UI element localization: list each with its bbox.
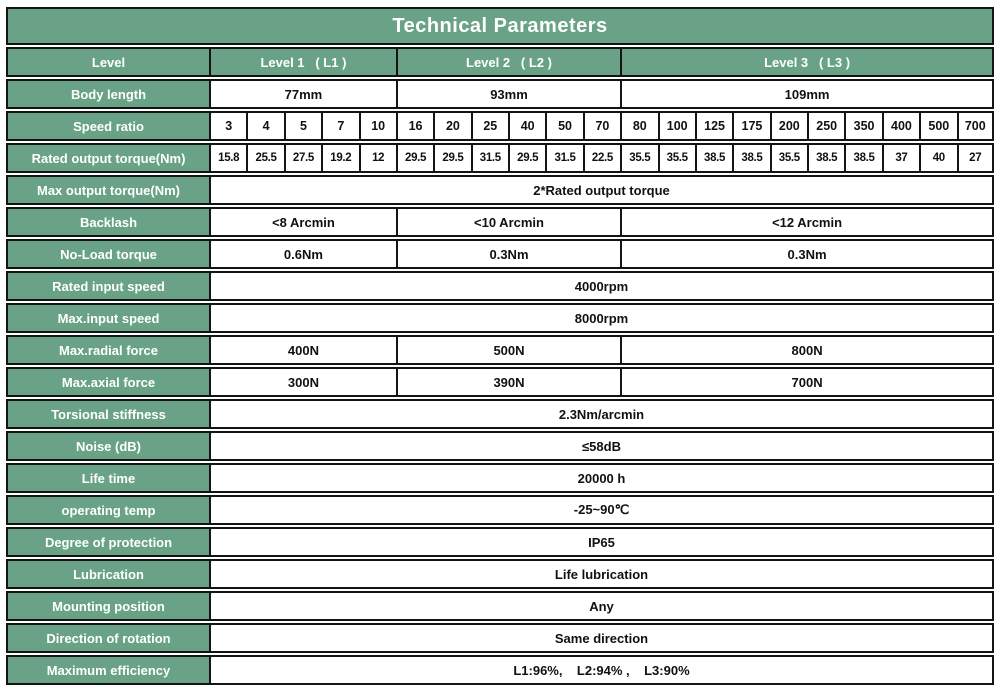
row-lubrication xyxy=(6,559,994,589)
row-direction-of-rotation xyxy=(6,623,994,653)
rated-input-speed-cell: 4000rpm xyxy=(209,271,994,301)
row-label-max-axial-force: Max.axial force xyxy=(6,367,209,397)
rated-torque-cell: 29.5 xyxy=(508,143,545,173)
row-label-life-time: Life time xyxy=(6,463,209,493)
title-row xyxy=(6,7,994,45)
row-label-rated-output-torque: Rated output torque(Nm) xyxy=(6,143,209,173)
row-label-no-load-torque: No-Load torque xyxy=(6,239,209,269)
row-speed-ratio xyxy=(6,111,994,141)
no-load-torque-cell: 0.6Nm xyxy=(209,239,396,269)
speed-ratio-cell: 125 xyxy=(695,111,732,141)
axial-force-cell: 700N xyxy=(620,367,994,397)
rated-torque-cell: 40 xyxy=(919,143,956,173)
rated-torque-cell: 35.5 xyxy=(770,143,807,173)
speed-ratio-cell: 4 xyxy=(246,111,283,141)
row-life-time xyxy=(6,463,994,493)
speed-ratio-cell: 3 xyxy=(209,111,246,141)
rotation-cell: Same direction xyxy=(209,623,994,653)
speed-ratio-cell: 5 xyxy=(284,111,321,141)
row-rated-output-torque xyxy=(6,143,994,173)
radial-force-cell: 500N xyxy=(396,335,620,365)
row-max-input-speed xyxy=(6,303,994,333)
rated-torque-cell: 22.5 xyxy=(583,143,620,173)
rated-torque-cell: 38.5 xyxy=(844,143,881,173)
row-label-backlash: Backlash xyxy=(6,207,209,237)
row-label-direction-of-rotation: Direction of rotation xyxy=(6,623,209,653)
row-label-mounting-position: Mounting position xyxy=(6,591,209,621)
rated-torque-cell: 25.5 xyxy=(246,143,283,173)
body-length-cell: 109mm xyxy=(620,79,994,109)
max-input-speed-cell: 8000rpm xyxy=(209,303,994,333)
backlash-cell: <10 Arcmin xyxy=(396,207,620,237)
operating-temp-cell: -25~90℃ xyxy=(209,495,994,525)
row-label-maximum-efficiency: Maximum efficiency xyxy=(6,655,209,685)
rated-torque-cell: 19.2 xyxy=(321,143,358,173)
no-load-torque-cell: 0.3Nm xyxy=(620,239,994,269)
row-maximum-efficiency xyxy=(6,655,994,685)
row-degree-of-protection xyxy=(6,527,994,557)
row-label-level: Level xyxy=(6,47,209,77)
rated-torque-cell: 31.5 xyxy=(471,143,508,173)
level2-header-cell: Level 2 ( L2 ) xyxy=(396,47,620,77)
backlash-cell: <12 Arcmin xyxy=(620,207,994,237)
speed-ratio-cell: 7 xyxy=(321,111,358,141)
rated-torque-cell: 38.5 xyxy=(695,143,732,173)
speed-ratio-cell: 500 xyxy=(919,111,956,141)
speed-ratio-cell: 40 xyxy=(508,111,545,141)
rated-torque-cell: 15.8 xyxy=(209,143,246,173)
speed-ratio-cell: 200 xyxy=(770,111,807,141)
radial-force-cell: 400N xyxy=(209,335,396,365)
technical-parameters-table xyxy=(6,5,994,687)
row-rated-input-speed xyxy=(6,271,994,301)
mounting-position-cell: Any xyxy=(209,591,994,621)
rated-torque-cell: 29.5 xyxy=(396,143,433,173)
level1-header-cell: Level 1 ( L1 ) xyxy=(209,47,396,77)
row-label-max-input-speed: Max.input speed xyxy=(6,303,209,333)
rated-torque-cell: 31.5 xyxy=(545,143,582,173)
row-label-max-radial-force: Max.radial force xyxy=(6,335,209,365)
noise-cell: ≤58dB xyxy=(209,431,994,461)
speed-ratio-cell: 175 xyxy=(732,111,769,141)
rated-torque-cell: 38.5 xyxy=(732,143,769,173)
row-level xyxy=(6,47,994,77)
radial-force-cell: 800N xyxy=(620,335,994,365)
row-label-body-length: Body length xyxy=(6,79,209,109)
speed-ratio-cell: 80 xyxy=(620,111,657,141)
axial-force-cell: 390N xyxy=(396,367,620,397)
no-load-torque-cell: 0.3Nm xyxy=(396,239,620,269)
speed-ratio-cell: 70 xyxy=(583,111,620,141)
row-max-output-torque xyxy=(6,175,994,205)
speed-ratio-cell: 10 xyxy=(359,111,396,141)
speed-ratio-cell: 16 xyxy=(396,111,433,141)
rated-torque-cell: 27.5 xyxy=(284,143,321,173)
page-title: Technical Parameters xyxy=(6,7,994,45)
row-label-noise: Noise (dB) xyxy=(6,431,209,461)
row-backlash xyxy=(6,207,994,237)
speed-ratio-cell: 25 xyxy=(471,111,508,141)
speed-ratio-cell: 700 xyxy=(957,111,995,141)
rated-torque-cell: 37 xyxy=(882,143,919,173)
rated-torque-cell: 38.5 xyxy=(807,143,844,173)
protection-cell: IP65 xyxy=(209,527,994,557)
speed-ratio-cell: 350 xyxy=(844,111,881,141)
row-body-length xyxy=(6,79,994,109)
row-label-degree-of-protection: Degree of protection xyxy=(6,527,209,557)
speed-ratio-cell: 250 xyxy=(807,111,844,141)
row-operating-temp xyxy=(6,495,994,525)
row-noise xyxy=(6,431,994,461)
rated-torque-cell: 12 xyxy=(359,143,396,173)
row-torsional-stiffness xyxy=(6,399,994,429)
speed-ratio-cell: 100 xyxy=(658,111,695,141)
row-label-torsional-stiffness: Torsional stiffness xyxy=(6,399,209,429)
row-no-load-torque xyxy=(6,239,994,269)
life-time-cell: 20000 h xyxy=(209,463,994,493)
rated-torque-cell: 35.5 xyxy=(620,143,657,173)
max-torque-cell: 2*Rated output torque xyxy=(209,175,994,205)
backlash-cell: <8 Arcmin xyxy=(209,207,396,237)
rated-torque-cell: 29.5 xyxy=(433,143,470,173)
body-length-cell: 77mm xyxy=(209,79,396,109)
row-label-rated-input-speed: Rated input speed xyxy=(6,271,209,301)
row-label-lubrication: Lubrication xyxy=(6,559,209,589)
speed-ratio-cell: 400 xyxy=(882,111,919,141)
rated-torque-cell: 27 xyxy=(957,143,995,173)
level3-header-cell: Level 3 ( L3 ) xyxy=(620,47,994,77)
rated-torque-cell: 35.5 xyxy=(658,143,695,173)
lubrication-cell: Life lubrication xyxy=(209,559,994,589)
torsional-stiffness-cell: 2.3Nm/arcmin xyxy=(209,399,994,429)
efficiency-cell: L1:96%, L2:94% , L3:90% xyxy=(209,655,994,685)
axial-force-cell: 300N xyxy=(209,367,396,397)
row-label-max-output-torque: Max output torque(Nm) xyxy=(6,175,209,205)
row-label-operating-temp: operating temp xyxy=(6,495,209,525)
speed-ratio-cell: 50 xyxy=(545,111,582,141)
body-length-cell: 93mm xyxy=(396,79,620,109)
row-label-speed-ratio: Speed ratio xyxy=(6,111,209,141)
row-mounting-position xyxy=(6,591,994,621)
row-max-radial-force xyxy=(6,335,994,365)
speed-ratio-cell: 20 xyxy=(433,111,470,141)
row-max-axial-force xyxy=(6,367,994,397)
